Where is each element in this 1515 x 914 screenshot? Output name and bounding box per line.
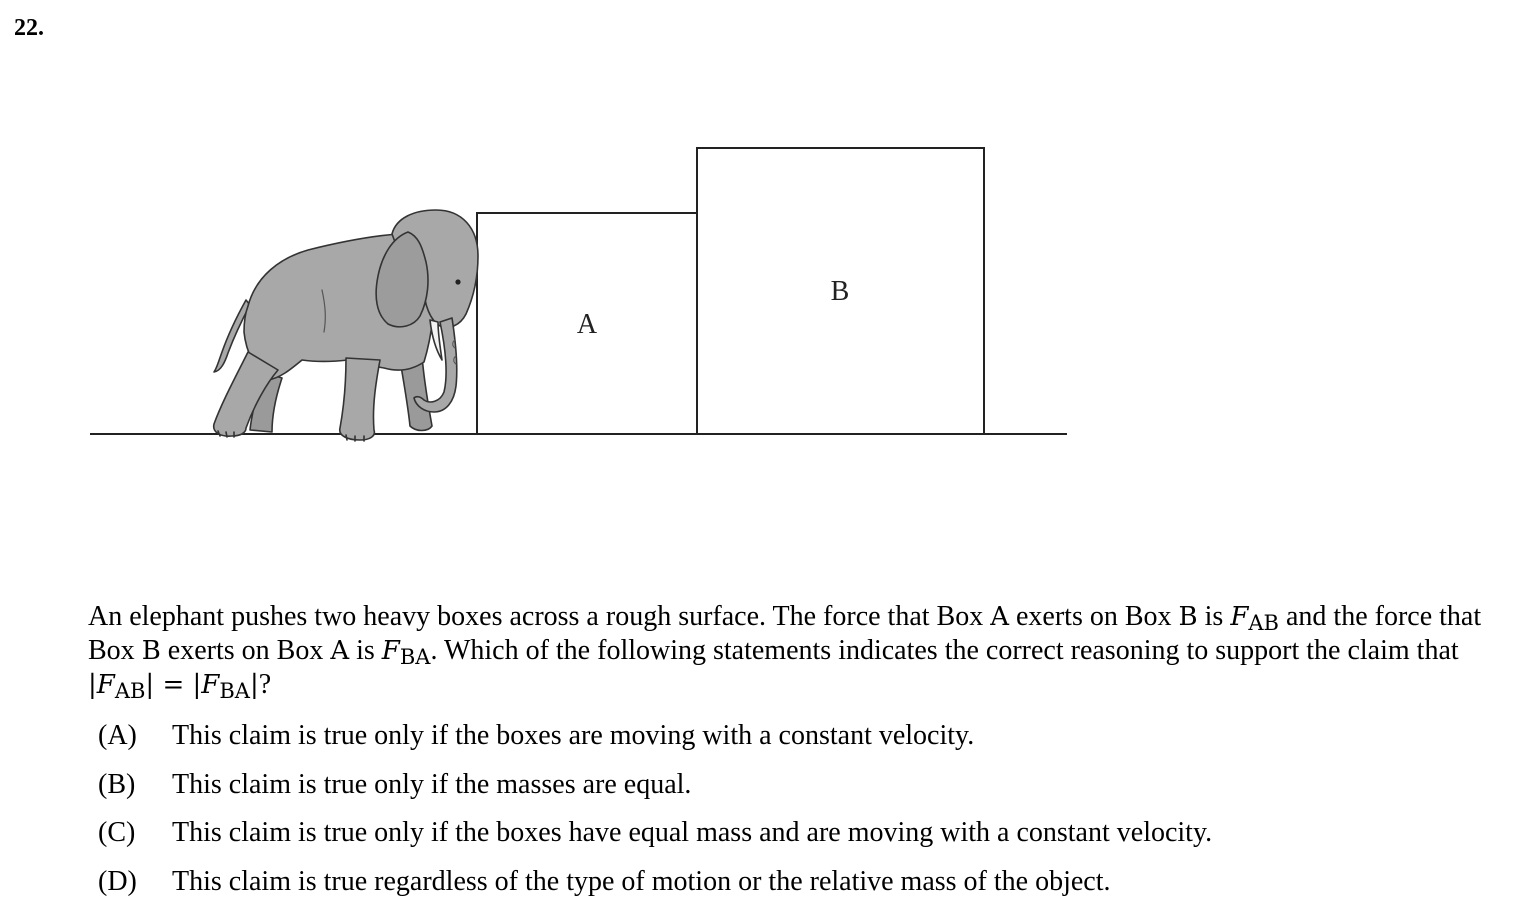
force-subscript-ba: BA xyxy=(399,645,431,669)
stem-text: exerts on Box xyxy=(1009,601,1179,632)
stem-text: exerts on Box xyxy=(160,635,331,666)
force-subscript-ba: BA xyxy=(219,679,250,703)
option-text: This claim is true only if the boxes are moving with a constant velocity. xyxy=(172,720,975,751)
option-letter: (A) xyxy=(98,720,137,751)
option-text: This claim is true regardless of the type of motion or the relative mass of the object. xyxy=(172,865,1111,897)
stem-text: and the force that Box xyxy=(88,601,1482,666)
abs-bar: | xyxy=(192,670,202,700)
box-b-label: B xyxy=(830,276,850,307)
option-letter: (C) xyxy=(98,817,136,848)
question-stem xyxy=(88,600,1508,702)
option-text: This claim is true only if the boxes have equal mass and are moving with a constant velocity. xyxy=(172,817,1213,848)
abs-bar: | xyxy=(145,670,155,700)
option-a[interactable] xyxy=(98,718,1498,767)
box-a-symbol: A xyxy=(990,602,1009,632)
box-b-symbol: B xyxy=(141,636,161,666)
force-symbol: F xyxy=(381,636,400,666)
abs-bar: | xyxy=(88,670,97,700)
force-symbol: F xyxy=(1230,602,1249,632)
option-b[interactable] xyxy=(98,767,1498,816)
stem-text: is xyxy=(349,635,382,666)
option-letter: (B) xyxy=(98,768,136,800)
box-a-symbol: A xyxy=(330,636,350,666)
equals-sign: = xyxy=(154,670,193,700)
answer-options xyxy=(98,718,1498,912)
option-d[interactable] xyxy=(98,864,1498,913)
force-subscript-ab: AB xyxy=(114,679,146,703)
box-b-symbol: B xyxy=(1178,602,1198,632)
option-c[interactable] xyxy=(98,815,1498,864)
force-subscript-ab: AB xyxy=(1248,611,1279,635)
stem-text: ? xyxy=(258,669,272,700)
stem-text: An elephant pushes two heavy boxes across a rough surface. The force that Box xyxy=(88,601,991,632)
force-symbol: F xyxy=(201,670,220,700)
question-number: 22. xyxy=(14,15,44,41)
abs-bar: | xyxy=(249,670,259,700)
option-letter: (D) xyxy=(98,865,137,897)
elephant-illustration xyxy=(214,210,478,441)
stem-text: is xyxy=(1197,601,1231,632)
force-symbol: F xyxy=(96,670,115,700)
stem-text: . Which of the following statements indicates the correct reasoning to support the claim that xyxy=(430,635,1459,666)
box-a-label: A xyxy=(576,309,598,340)
option-text: This claim is true only if the masses are equal. xyxy=(172,768,692,800)
